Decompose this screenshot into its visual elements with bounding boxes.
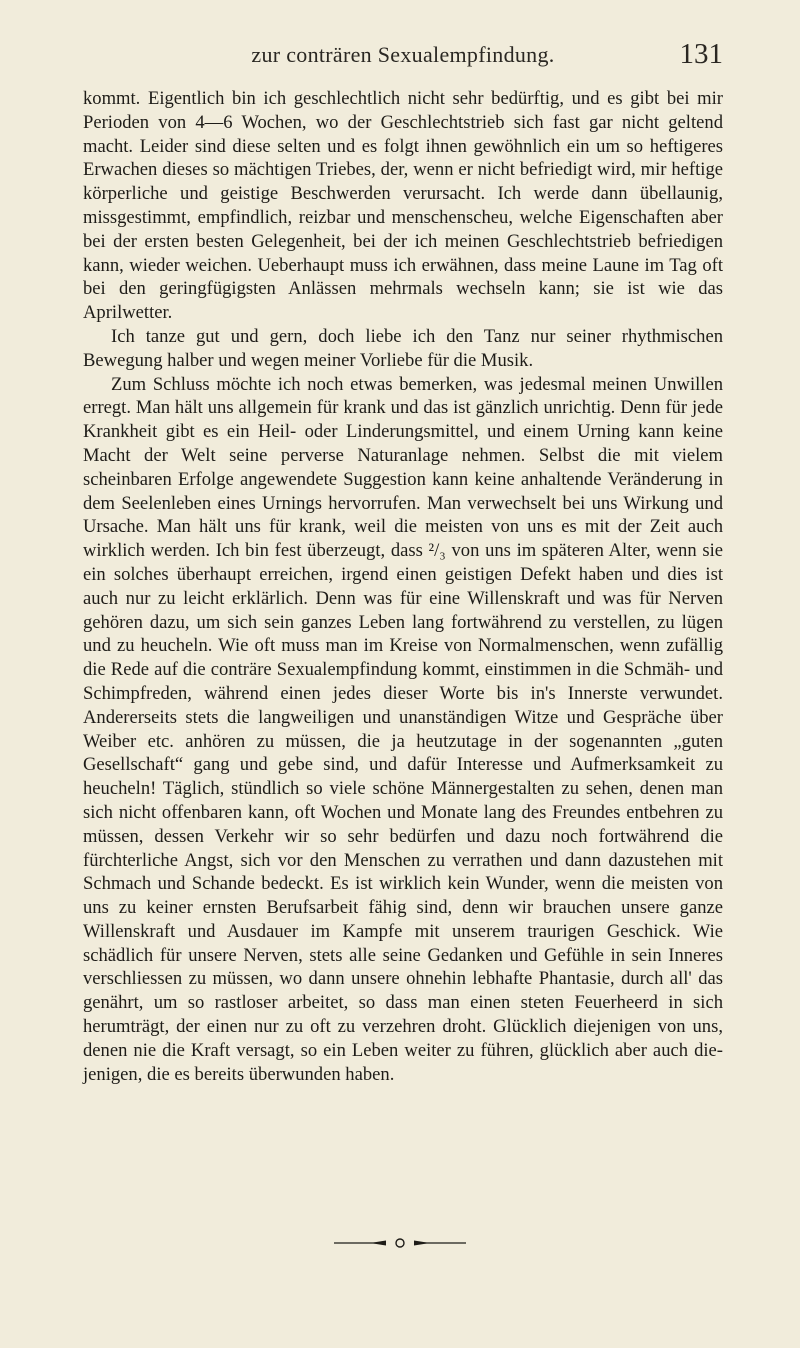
paragraph-conclusion: Zum Schluss möchte ich noch etwas bemerken, was jedesmal meinen Unwillen erregt. Man hält uns allgemein für krank und das ist gänzlich unrichtig. Denn für jede Krankheit gibt es ein Heil- oder Linderungsmittel, und einem Urning kann keine Macht der Welt seine perverse Naturanlage nehmen. Selbst die mit vielem scheinbaren Erfolge angewendete Suggestion kann keine anhaltende Veränderung in dem Seelenleben eines Urnings hervorrufen. Man verwechselt bei uns Wirkung und Ursache. Man hält uns für krank, weil die meisten von uns es mit der Zeit auch wirklich werden. Ich bin fest überzeugt, dass ²/₃ von uns im späteren Alter, wenn sie ein solches überhaupt erreichen, irgend einen geistigen Defekt haben und dies ist auch nur zu leicht erklärlich. Denn was für eine Willenskraft und was für Nerven gehören dazu, um sich sein ganzes Leben lang fortwährend zu verstellen, zu lügen und zu heucheln. Wie oft muss man im Kreise von Normalmenschen, wenn zufällig die Rede auf die conträre Sexualempfindung kommt, einstimmen in die Schmäh- und Schimpfreden, während einen jedes dieser Worte bis in's Innerste verwundet. Andererseits stets die langweiligen und unanständigen Witze und Gespräche über Weiber etc. anhören zu müssen, die ja heutzutage in der sogenannten „guten Gesellschaft“ gang und gebe sind, und dafür Interesse und Aufmerksamkeit zu heucheln! Täglich, stündlich so viele schöne Männergestalten zu sehen, denen man sich nicht offenbaren kann, oft Wochen und Monate lang des Freundes entbehren zu müssen, dessen Verkehr wir so sehr bedürfen und dazu noch fortwährend die fürchterliche Angst, sich vor den Menschen zu verrathen und dann dazustehen mit Schmach und Schande bedeckt. Es ist wirklich kein Wunder, wenn die meisten von uns zu keiner ernsten Berufsarbeit fähig sind, denn wir brauchen unsere ganze Willenskraft und Ausdauer im Kampfe mit unserem traurigen Geschick. Wie schädlich für unsere Nerven, stets alle seine Gedanken und Gefühle in sein Inneres verschliessen zu müssen, wo dann unsere ohnehin lebhafte Phantasie, durch all' das genährt, um so rastloser arbeitet, so dass man einen steten Feuerheerd in sich herumträgt, der einen nur zu oft zu verzehren droht. Glücklich diejenigen von uns, denen nie die Kraft versagt, so ein Leben weiter zu führen, glücklich aber auch diejenigen, die es bereits überwunden haben. (83, 373, 723, 1085)
body-text (83, 87, 723, 1086)
page-header (83, 38, 723, 82)
page-number: 131 (679, 38, 723, 70)
paragraph-continued: kommt. Eigentlich bin ich geschlechtlich nicht sehr bedürftig, und es gibt bei mir Perioden von 4—6 Wochen, wo der Geschlechtstrieb sich fast gar nicht geltend macht. Leider sind diese selten und es folgt ihnen gewöhnlich ein um so heftigeres Erwachen dieses so mächtigen Triebes, der, wenn er nicht befriedigt wird, mir heftige körperliche und geistige Beschwerden verursacht. Ich werde dann übellaunig, missgestimmt, empfindlich, reizbar und menschenscheu, welche Eigenschaften aber bei der ersten besten Gelegenheit, bei der ich meinen Geschlechtstrieb befriedigen kann, wieder weichen. Ueberhaupt muss ich erwähnen, dass meine Laune im Tag oft bei den geringfügigsten Anlässen mehrmals wechseln kann; sie ist wie das Aprilwetter. (83, 88, 723, 324)
running-title: zur conträren Sexualempfindung. (251, 42, 555, 67)
section-end-ornament-icon (330, 1237, 470, 1249)
paragraph-dance: Ich tanze gut und gern, doch liebe ich den Tanz nur seiner rhythmischen Bewegung halber und wegen meiner Vorliebe für die Musik. (83, 325, 723, 371)
